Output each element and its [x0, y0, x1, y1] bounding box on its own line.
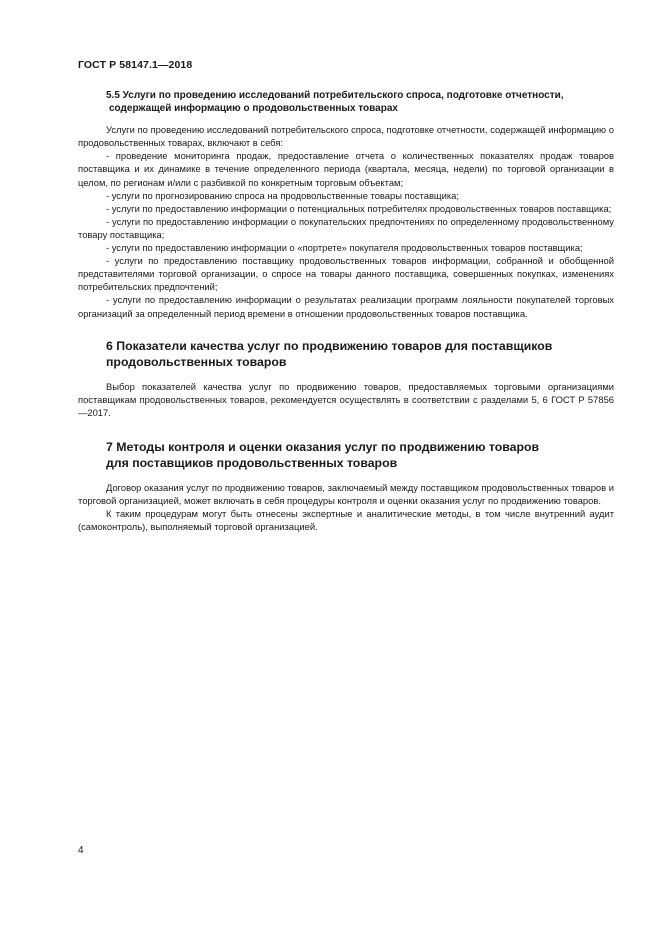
list-item: - проведение мониторинга продаж, предоставление отчета о количественных показателях продаж товаров поставщика и их динамике в течение определенного периода (квартала, месяца, недели) по торговой организации в целом, по регионам и/или с разбивкой по конкретным торговым объектам;	[78, 150, 614, 188]
subsection-5-5-title-line2: содержащей информацию о продовольственных товарах	[109, 102, 398, 114]
list-item: - услуги по предоставлению информации о «портрете» покупателя продовольственных товаров поставщика;	[106, 242, 583, 254]
page-number: 4	[78, 845, 84, 856]
document-code-header: ГОСТ Р 58147.1—2018	[78, 59, 193, 71]
paragraph: Договор оказания услуг по продвижению товаров, заключаемый между поставщиком продовольственных товаров и торговой организацией, может включать в себя процедуры контроля и оценки оказания услуг по продвижению товаров.	[78, 481, 614, 506]
paragraph: Услуги по проведению исследований потребительского спроса, подготовке отчетности, содержащей информацию о продовольственных товарах, включают в себя:	[78, 124, 614, 149]
section-6-title	[78, 338, 614, 370]
section-6-title-line2: продовольственных товаров	[106, 354, 287, 369]
subsection-5-5-title	[78, 90, 614, 115]
list-item: - услуги по предоставлению информации о результатах реализации программ лояльности покупателей торговых организаций за определенный период времени в отношении продовольственных товаров поставщика.	[78, 294, 614, 319]
list-item: - услуги по предоставлению информации о потенциальных потребителях продовольственных товаров поставщика;	[106, 202, 612, 214]
list-item: - услуги по прогнозированию спроса на продовольственные товары поставщика;	[106, 189, 460, 201]
section-6-title-line1: 6 Показатели качества услуг по продвижению товаров для поставщиков	[106, 338, 553, 353]
page-content	[78, 90, 614, 533]
list-item: - услуги по предоставлению поставщику продовольственных товаров информации, собранной и обобщенной представителями торговой организации, о спросе на товары данного поставщика, совершенных покупках, изменениях потребительских предпочтений;	[78, 255, 614, 293]
paragraph: К таким процедурам могут быть отнесены экспертные и аналитические методы, в том числе внутренний аудит (самоконтроль), выполняемый торговой организацией.	[78, 508, 614, 533]
section-7-title-line1: 7 Методы контроля и оценки оказания услуг по продвижению товаров	[106, 439, 540, 454]
section-7-title-line2: для поставщиков продовольственных товаров	[106, 455, 398, 470]
section-7-title	[78, 439, 614, 471]
list-item: - услуги по предоставлению информации о покупательских предпочтениях по определенному продовольственному товару поставщика;	[78, 215, 614, 240]
subsection-5-5-title-line1: 5.5 Услуги по проведению исследований потребительского спроса, подготовке отчетности,	[106, 90, 564, 101]
paragraph: Выбор показателей качества услуг по продвижению товаров, предоставляемых торговыми организациями поставщикам продовольственных товаров, рекомендуется осуществлять в соответствии с разделами 5, 6 ГОСТ Р 57856—2017.	[78, 380, 614, 418]
